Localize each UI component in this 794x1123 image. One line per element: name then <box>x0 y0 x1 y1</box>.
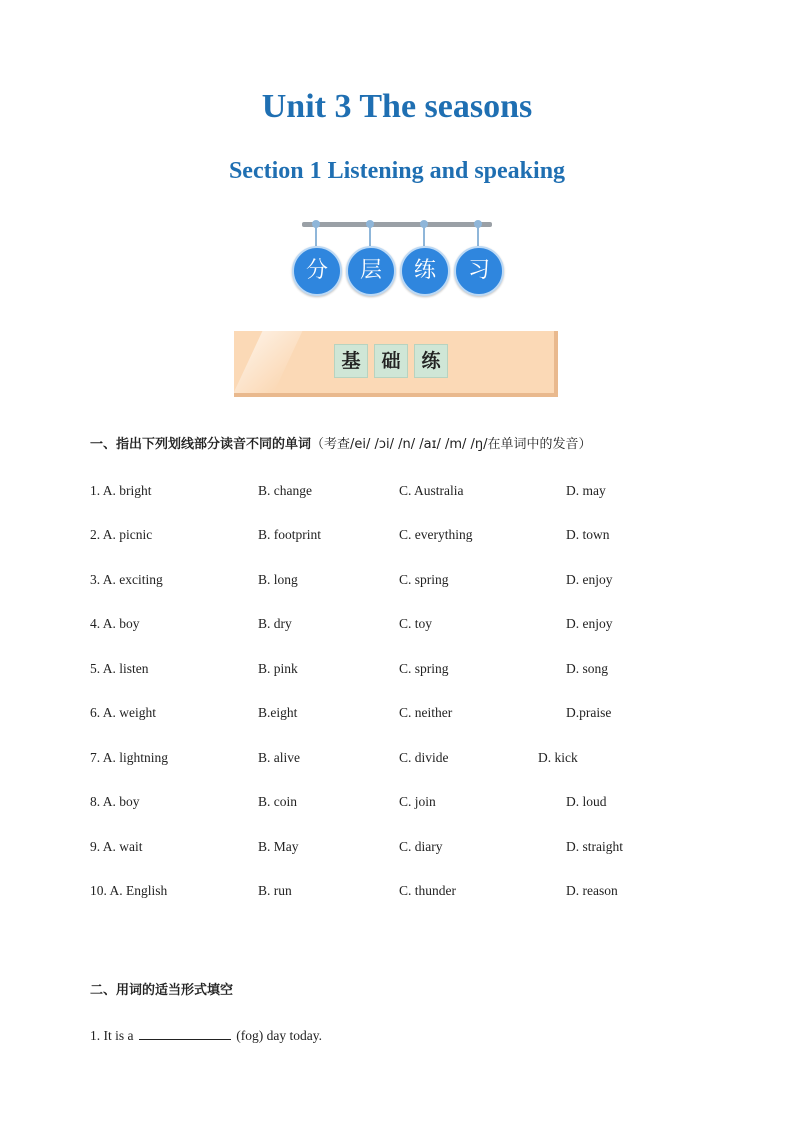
option-a: 8. A. boy <box>90 794 140 809</box>
option-d: D. loud <box>566 794 607 809</box>
option-d: D. kick <box>538 750 578 765</box>
badge-circle: 练 <box>400 246 450 296</box>
banner-gloss <box>234 331 303 393</box>
answer-blank[interactable] <box>139 1027 231 1040</box>
fill-question-prefix: 1. It is a <box>90 1028 134 1043</box>
option-d: D. enjoy <box>566 572 613 587</box>
option-c: C. spring <box>399 661 449 676</box>
option-a: 9. A. wait <box>90 839 143 854</box>
badge-circle: 层 <box>346 246 396 296</box>
badge-string <box>369 226 371 246</box>
page-subtitle: Section 1 Listening and speaking <box>228 158 566 184</box>
option-a: 10. A. English <box>90 883 168 898</box>
option-c: C. neither <box>399 705 453 720</box>
level-char: 基 <box>334 344 368 378</box>
badge-circle: 分 <box>292 246 342 296</box>
option-a: 1. A. bright <box>90 483 152 498</box>
question-row <box>0 572 794 592</box>
option-c: C. diary <box>399 839 443 854</box>
option-d: D. town <box>566 527 610 542</box>
section-1-heading <box>90 433 592 452</box>
option-b: B. run <box>258 883 292 898</box>
level-label <box>334 344 454 378</box>
option-a: 5. A. listen <box>90 661 149 676</box>
hook-dot-icon <box>366 220 374 228</box>
badge-string <box>315 226 317 246</box>
option-d: D. may <box>566 483 606 498</box>
level-char: 础 <box>374 344 408 378</box>
hanging-badge <box>292 226 340 296</box>
option-b: B. alive <box>258 750 300 765</box>
option-c: C. divide <box>399 750 449 765</box>
question-row <box>0 839 794 859</box>
option-a: 7. A. lightning <box>90 750 169 765</box>
option-a: 4. A. boy <box>90 616 140 631</box>
level-char: 练 <box>414 344 448 378</box>
option-c: C. join <box>399 794 436 809</box>
question-row <box>0 705 794 725</box>
section-2-heading: 二、用词的适当形式填空 <box>90 983 234 998</box>
level-banner <box>234 331 558 397</box>
hanging-badge <box>346 226 394 296</box>
option-b: B. pink <box>258 661 298 676</box>
option-c: C. everything <box>399 527 473 542</box>
question-row <box>0 616 794 636</box>
question-row <box>0 883 794 903</box>
hook-dot-icon <box>312 220 320 228</box>
option-a: 3. A. exciting <box>90 572 163 587</box>
option-a: 6. A. weight <box>90 705 156 720</box>
option-c: C. toy <box>399 616 433 631</box>
hook-dot-icon <box>474 220 482 228</box>
question-row <box>0 483 794 503</box>
option-b: B. footprint <box>258 527 321 542</box>
question-row <box>0 750 794 770</box>
option-b: B. change <box>258 483 312 498</box>
badge-string <box>477 226 479 246</box>
option-d: D. enjoy <box>566 616 613 631</box>
option-a: 2. A. picnic <box>90 527 153 542</box>
option-b: B. coin <box>258 794 297 809</box>
option-c: C. spring <box>399 572 449 587</box>
option-b: B.eight <box>258 705 298 720</box>
fill-question-suffix: (fog) day today. <box>236 1028 322 1043</box>
option-d: D.praise <box>566 705 612 720</box>
section-1-note: （考查/ei/ /ɔi/ /n/ /aɪ/ /m/ /ŋ/在单词中的发音） <box>311 437 592 452</box>
option-d: D. song <box>566 661 609 676</box>
badge-circle: 习 <box>454 246 504 296</box>
hook-dot-icon <box>420 220 428 228</box>
question-row <box>0 661 794 681</box>
page-title: Unit 3 The seasons <box>261 88 533 125</box>
option-d: D. straight <box>566 839 623 854</box>
option-d: D. reason <box>566 883 618 898</box>
option-b: B. dry <box>258 616 292 631</box>
section-1-title: 一、指出下列划线部分读音不同的单词 <box>90 437 312 452</box>
badge-string <box>423 226 425 246</box>
option-b: B. May <box>258 839 299 854</box>
option-c: C. Australia <box>399 483 464 498</box>
question-row <box>0 527 794 547</box>
option-c: C. thunder <box>399 883 456 898</box>
fill-question <box>90 1027 322 1044</box>
hanging-badge <box>454 226 502 296</box>
hanging-badge <box>400 226 448 296</box>
option-b: B. long <box>258 572 298 587</box>
question-row <box>0 794 794 814</box>
